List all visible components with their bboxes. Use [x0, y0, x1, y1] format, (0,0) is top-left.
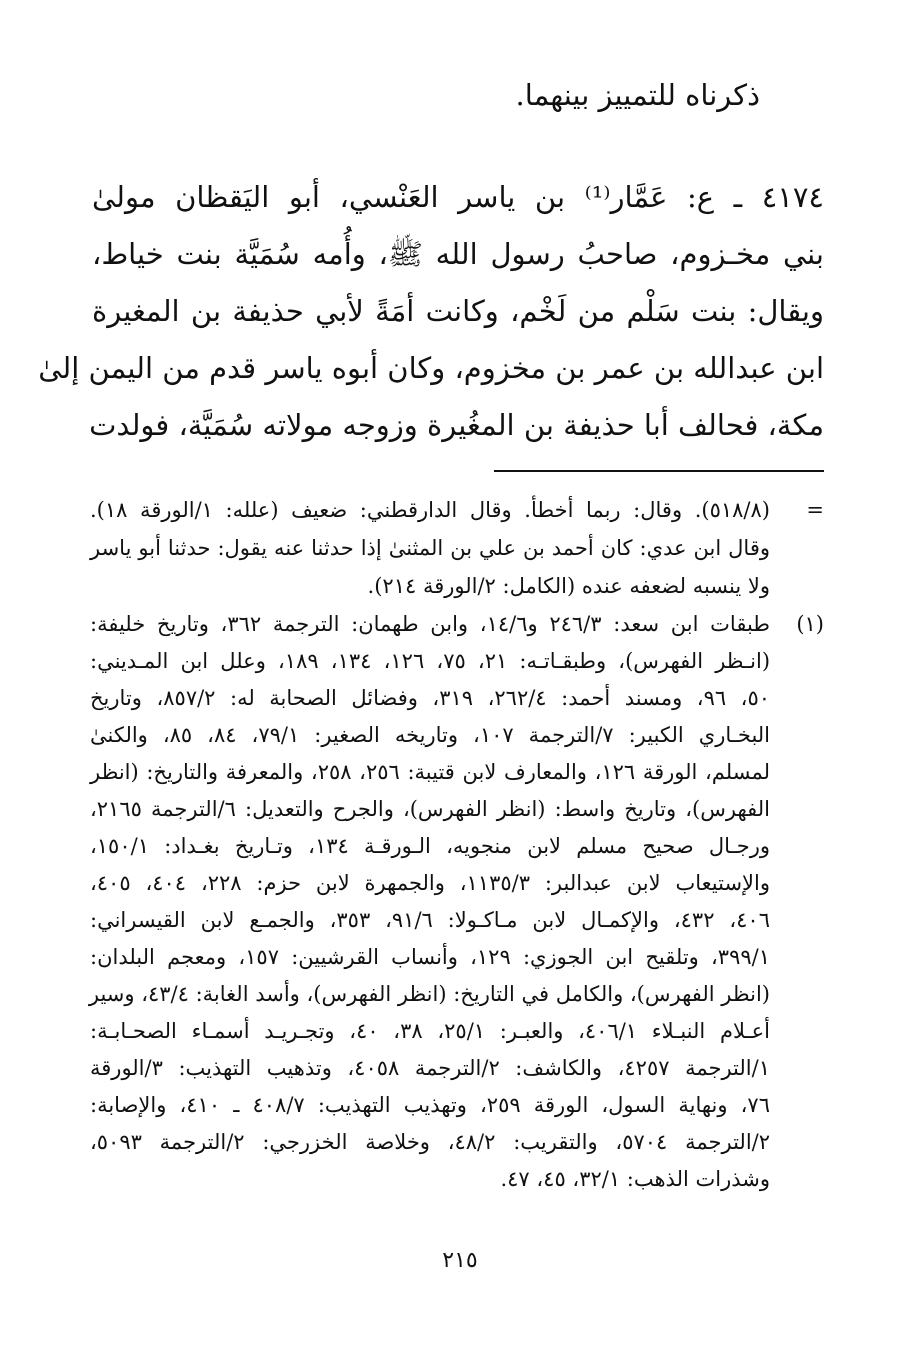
entry-line-5: مكة، فحالف أبا حذيفة بن المغُيرة وزوجه مولاته سُمَيَّة، فولدت [89, 408, 824, 442]
footnote-1-line: ٤٠٦، ٤٣٢، والإكمـال لابن مـاكـولا: ٩١/٦، ٣٥٣، والجمـع لابن القيسراني: [90, 908, 770, 932]
footnote-1-line: ١/الترجمة ٤٢٥٧، والكاشف: ٢/الترجمة ٤٠٥٨، وتذهيب التهذيب: ٣/الورقة [90, 1056, 770, 1080]
footnote-1-line: والإستيعاب لابن عبدالبر: ١١٣٥/٣، والجمهرة لابن حزم: ٢٢٨، ٤٠٤، ٤٠٥، [90, 871, 770, 895]
continuation-line: ذكرناه للتمييز بينهما. [515, 78, 760, 112]
entry-line-2: بني مخـزوم، صاحبُ رسول الله ﷺ، وأُمه سُمَيَّة بنت خياط، [92, 237, 824, 271]
footnote-1-line: ٧٦، ونهاية السول، الورقة ٢٥٩، وتهذيب التهذيب: ٤٠٨/٧ ـ ٤١٠، والإصابة: [90, 1093, 770, 1117]
footnote-divider [494, 470, 824, 472]
footnote-1-line: ٥٠، ٩٦، ومسند أحمد: ٢٦٢/٤، ٣١٩، وفضائل الصحابة له: ٨٥٧/٢، وتاريخ [90, 686, 771, 710]
footnote-1-line: ورجـال صحيح مسلم لابن منجويه، الـورقـة ١٣٤، وتـاريخ بغـداد: ١٥٠/١، [90, 834, 770, 858]
footnote-1-line: (انـظر الفهرس)، وطبقـاتـه: ٢١، ٧٥، ١٢٦، ١٣٤، ١٨٩، وعلل ابن المـديني: [90, 649, 771, 673]
footnote-1-line: ٣٩٩/١، وتلقيح ابن الجوزي: ١٢٩، وأنساب القرشيين: ١٥٧، ومعجم البلدان: [90, 945, 770, 969]
footnote-1-marker: (١) [796, 612, 824, 636]
entry-line-1: ٤١٧٤ ـ ع: عَمَّار⁽¹⁾ بن ياسر العَنْسي، أبو اليَقظان مولىٰ [92, 180, 824, 214]
footnote-1-line: الفهرس)، وتاريخ واسط: (انظر الفهرس)، والجرح والتعديل: ٦/الترجمة ٢١٦٥، [90, 797, 770, 821]
footnote-cont-line: (٥١٨/٨). وقال: ربما أخطأ. وقال الدارقطني: ضعيف (علله: ١/الورقة ١٨). [90, 498, 770, 522]
page-number: ٢١٥ [442, 1248, 478, 1273]
footnote-1-line: لمسلم، الورقة ١٢٦، والمعارف لابن قتيبة: ٢٥٦، ٢٥٨، والمعرفة والتاريخ: (انظر [90, 760, 771, 784]
footnote-1-line: أعـلام النبـلاء ٤٠٦/١، والعبـر: ٢٥/١، ٣٨، ٤٠، وتجـريـد أسمـاء الصحـابـة: [90, 1019, 770, 1043]
footnote-1-line: طبقات ابن سعد: ٢٤٦/٣ و١٤/٦، وابن طهمان: الترجمة ٣٦٢، وتاريخ خليفة: [90, 612, 770, 636]
footnote-1-line: وشذرات الذهب: ٣٢/١، ٤٥، ٤٧. [500, 1167, 770, 1191]
entry-line-3: ويقال: بنت سَلْم من لَخْم، وكانت أمَةً لأبي حذيفة بن المغيرة [92, 294, 824, 328]
footnote-cont-line: ولا ينسبه لضعفه عنده (الكامل: ٢/الورقة ٢١٤). [367, 574, 770, 598]
footnote-continuation-marker: = [806, 498, 824, 522]
entry-line-4: ابن عبدالله بن عمر بن مخزوم، وكان أبوه ياسر قدم من اليمن إلىٰ [38, 351, 824, 385]
footnote-1-line: البخـاري الكبير: ٧/الترجمة ١٠٧، وتاريخه الصغير: ٧٩/١، ٨٤، ٨٥، والكنىٰ [90, 723, 771, 747]
footnote-1-line: (انظر الفهرس)، والكامل في التاريخ: (انظر الفهرس)، وأسد الغابة: ٤٣/٤، وسير [88, 982, 770, 1006]
footnote-cont-line: وقال ابن عدي: كان أحمد بن علي بن المثنىٰ إذا حدثنا عنه يقول: حدثنا أبو ياسر [90, 536, 771, 560]
footnote-1-line: ٢/الترجمة ٥٧٠٤، والتقريب: ٤٨/٢، وخلاصة الخزرجي: ٢/الترجمة ٥٠٩٣، [90, 1130, 771, 1154]
